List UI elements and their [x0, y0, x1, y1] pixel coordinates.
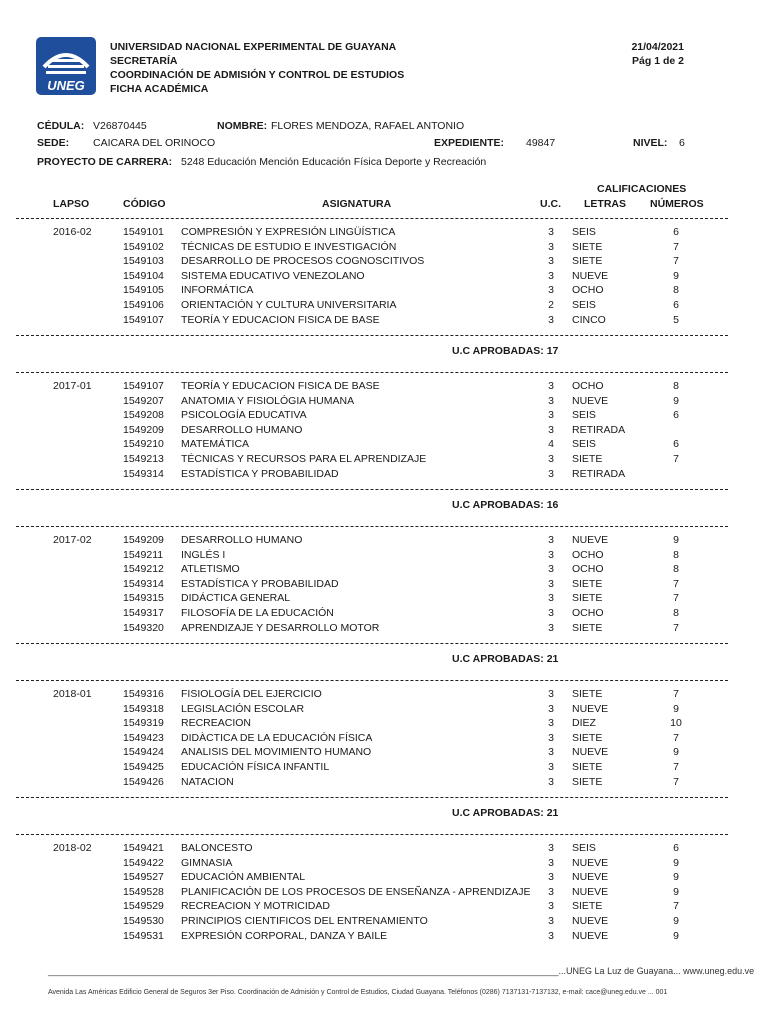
codigo-cell: 1549106 [123, 299, 164, 311]
uc-cell: 3 [548, 226, 554, 238]
letras-cell: NUEVE [572, 915, 609, 927]
codigo-cell: 1549530 [123, 915, 164, 927]
letras-cell: NUEVE [572, 871, 609, 884]
numeros-cell: 9 [673, 702, 679, 715]
letras-cell: NUEVE [572, 885, 609, 898]
numeros-cell: 9 [673, 394, 679, 407]
letras-cell: NUEVE [572, 394, 609, 407]
separator-line [16, 526, 728, 527]
letras-cell: SIETE [572, 761, 603, 773]
table-row [0, 857, 768, 872]
codigo-cell: 1549319 [123, 717, 164, 730]
uc-cell: 3 [548, 534, 554, 546]
cedula-value: V26870445 [93, 120, 147, 132]
uc-cell: 3 [548, 467, 554, 480]
asignatura-cell: TÉCNICAS DE ESTUDIO E INVESTIGACIÓN [181, 240, 397, 253]
separator-line [16, 643, 728, 644]
numeros-cell: 7 [673, 775, 679, 788]
numeros-cell: 7 [673, 688, 679, 700]
letras-cell: SEIS [572, 299, 596, 311]
table-row [0, 607, 768, 622]
letras-cell: SEIS [572, 438, 596, 451]
codigo-cell: 1549104 [123, 269, 164, 282]
uc-cell: 3 [548, 255, 554, 268]
numeros-cell: 6 [673, 299, 679, 311]
letras-cell: NUEVE [572, 269, 609, 282]
letras-cell: SEIS [572, 842, 596, 854]
uc-cell: 3 [548, 775, 554, 788]
asignatura-cell: DESARROLLO DE PROCESOS COGNOSCITIVOS [181, 255, 425, 268]
separator-line [16, 489, 728, 490]
table-row [0, 688, 768, 703]
lapso-cell: 2017-02 [53, 534, 92, 546]
report-date: 21/04/2021 [631, 41, 684, 53]
table-row [0, 592, 768, 607]
letras-cell: SIETE [572, 731, 603, 744]
numeros-cell: 9 [673, 915, 679, 927]
uc-cell: 3 [548, 563, 554, 576]
uc-cell: 2 [548, 299, 554, 311]
uc-header: U.C. [540, 198, 561, 210]
table-row [0, 299, 768, 314]
table-row [0, 549, 768, 564]
asignatura-cell: RECREACION Y MOTRICIDAD [181, 900, 330, 913]
codigo-cell: 1549426 [123, 775, 164, 788]
uc-cell: 4 [548, 438, 554, 451]
numeros-cell: 9 [673, 746, 679, 759]
letras-cell: SIETE [572, 592, 603, 605]
asignatura-cell: RECREACION [181, 717, 252, 730]
cedula-label: CÉDULA: [37, 120, 85, 132]
uc-aprobadas-total: U.C APROBADAS: 16 [452, 499, 559, 511]
uc-cell: 3 [548, 621, 554, 634]
asignatura-cell: TEORÍA Y EDUCACION FISICA DE BASE [181, 313, 380, 326]
numeros-cell: 8 [673, 607, 679, 619]
asignatura-cell: INFORMÁTICA [181, 284, 254, 297]
logo-text: UNEG [47, 78, 85, 93]
asignatura-cell: DIDÁCTICA GENERAL [181, 592, 291, 605]
table-row [0, 255, 768, 270]
codigo-cell: 1549102 [123, 240, 164, 253]
asignatura-cell: TÉCNICAS Y RECURSOS PARA EL APRENDIZAJE [181, 453, 427, 465]
uneg-logo [36, 37, 96, 95]
letras-cell: SIETE [572, 453, 603, 465]
asignatura-cell: DESARROLLO HUMANO [181, 423, 303, 436]
numeros-cell: 8 [673, 380, 679, 392]
nombre-label: NOMBRE: [217, 120, 268, 132]
letras-cell: OCHO [572, 563, 604, 576]
uc-cell: 3 [548, 240, 554, 253]
table-row [0, 871, 768, 886]
uc-cell: 3 [548, 900, 554, 913]
table-row [0, 915, 768, 930]
numeros-cell: 7 [673, 453, 679, 465]
asignatura-cell: INGLÉS I [181, 548, 226, 561]
uneg-logo-graphic [36, 37, 96, 95]
uc-cell: 3 [548, 702, 554, 715]
codigo-cell: 1549209 [123, 423, 164, 436]
letras-cell: SIETE [572, 255, 603, 268]
asignatura-cell: ESTADÍSTICA Y PROBABILIDAD [181, 577, 339, 590]
uc-cell: 3 [548, 929, 554, 942]
numeros-cell: 9 [673, 871, 679, 884]
numeros-cell: 6 [673, 409, 679, 422]
numeros-cell: 10 [670, 717, 682, 730]
asignatura-cell: ORIENTACIÓN Y CULTURA UNIVERSITARIA [181, 299, 397, 311]
numeros-cell: 9 [673, 269, 679, 282]
codigo-cell: 1549317 [123, 607, 164, 619]
uc-cell: 3 [548, 269, 554, 282]
codigo-cell: 1549107 [123, 313, 164, 326]
asignatura-cell: COMPRESIÓN Y EXPRESIÓN LINGÜÍSTICA [181, 226, 396, 238]
codigo-cell: 1549207 [123, 394, 164, 407]
codigo-cell: 1549527 [123, 871, 164, 884]
numeros-cell: 7 [673, 731, 679, 744]
codigo-cell: 1549211 [123, 548, 164, 561]
numeros-cell: 9 [673, 534, 679, 546]
asignatura-cell: TEORÍA Y EDUCACION FISICA DE BASE [181, 380, 380, 392]
uc-cell: 3 [548, 607, 554, 619]
codigo-cell: 1549107 [123, 380, 164, 392]
table-row [0, 886, 768, 901]
sede-label: SEDE: [37, 137, 70, 149]
expediente-label: EXPEDIENTE: [434, 137, 505, 149]
numeros-cell: 9 [673, 856, 679, 869]
separator-line [16, 218, 728, 219]
lapso-header: LAPSO [53, 198, 90, 210]
letras-cell: OCHO [572, 380, 604, 392]
separator-line [16, 834, 728, 835]
asignatura-cell: LEGISLACIÓN ESCOLAR [181, 702, 305, 715]
letras-header: LETRAS [584, 198, 626, 210]
codigo-cell: 1549425 [123, 761, 164, 773]
letras-cell: OCHO [572, 548, 604, 561]
footer-line: ______________________________________________________________________________________________________...UNEG La Luz de Guayana... www.uneg.edu.ve [48, 966, 755, 976]
numeros-cell: 6 [673, 226, 679, 238]
nivel-value: 6 [679, 137, 685, 149]
letras-cell: NUEVE [572, 746, 609, 759]
lapso-cell: 2016-02 [53, 226, 92, 238]
codigo-cell: 1549105 [123, 284, 164, 297]
uc-cell: 3 [548, 284, 554, 297]
codigo-cell: 1549529 [123, 900, 164, 913]
codigo-cell: 1549318 [123, 702, 164, 715]
proyecto-label: PROYECTO DE CARRERA: [37, 156, 173, 168]
uc-cell: 3 [548, 453, 554, 465]
asignatura-cell: BALONCESTO [181, 842, 253, 854]
table-row [0, 438, 768, 453]
numeros-cell: 8 [673, 548, 679, 561]
numeros-cell: 9 [673, 885, 679, 898]
letras-cell: SIETE [572, 688, 603, 700]
table-row [0, 703, 768, 718]
nivel-label: NIVEL: [633, 137, 668, 149]
uc-cell: 3 [548, 856, 554, 869]
asignatura-cell: EDUCACIÓN AMBIENTAL [181, 871, 306, 884]
asignatura-cell: PRINCIPIOS CIENTIFICOS DEL ENTRENAMIENTO [181, 915, 428, 927]
uc-cell: 3 [548, 761, 554, 773]
uc-cell: 3 [548, 688, 554, 700]
table-row [0, 380, 768, 395]
footer-address: Avenida Las Américas Edificio General de Seguros 3er Piso. Coordinación de Admisión y Control de Estudios, Ciudad Guayana. Teléfonos (0286) 7137131-7137132, e-mail: cace@uneg.edu.ve ... 001 [48, 989, 668, 996]
calificaciones-header: CALIFICACIONES [597, 183, 687, 195]
letras-cell: SIETE [572, 240, 603, 253]
codigo-cell: 1549316 [123, 688, 164, 700]
numeros-cell: 8 [673, 563, 679, 576]
coordinacion-label: COORDINACIÓN DE ADMISIÓN Y CONTROL DE ESTUDIOS [110, 69, 405, 81]
date-page-block [631, 40, 684, 68]
asignatura-cell: FILOSOFÍA DE LA EDUCACIÓN [181, 607, 334, 619]
lapso-cell: 2017-01 [53, 380, 92, 392]
codigo-cell: 1549208 [123, 409, 164, 422]
uc-aprobadas-total: U.C APROBADAS: 17 [452, 345, 559, 357]
expediente-value: 49847 [526, 137, 556, 149]
uc-cell: 3 [548, 717, 554, 730]
lapso-cell: 2018-01 [53, 688, 92, 700]
proyecto-value: 5248 Educación Mención Educación Física Deporte y Recreación [181, 156, 487, 168]
uc-cell: 3 [548, 548, 554, 561]
letras-cell: NUEVE [572, 534, 609, 546]
codigo-cell: 1549531 [123, 929, 164, 942]
table-row [0, 717, 768, 732]
table-row [0, 930, 768, 945]
nombre-value: FLORES MENDOZA, RAFAEL ANTONIO [271, 120, 465, 132]
codigo-cell: 1549101 [123, 226, 164, 238]
asignatura-cell: NATACION [181, 775, 234, 788]
codigo-cell: 1549424 [123, 746, 164, 759]
asignatura-cell: EDUCACIÓN FÍSICA INFANTIL [181, 761, 330, 773]
uc-cell: 3 [548, 394, 554, 407]
numeros-cell: 7 [673, 255, 679, 268]
letras-cell: SIETE [572, 775, 603, 788]
asignatura-cell: PLANIFICACIÓN DE LOS PROCESOS DE ENSEÑANZA - APRENDIZAJE [181, 885, 531, 898]
uc-aprobadas-total: U.C APROBADAS: 21 [452, 807, 559, 819]
asignatura-cell: MATEMÁTICA [181, 438, 250, 451]
uc-cell: 3 [548, 746, 554, 759]
codigo-cell: 1549528 [123, 885, 164, 898]
letras-cell: SIETE [572, 900, 603, 913]
uc-cell: 3 [548, 842, 554, 854]
page-number: Pág 1 de 2 [632, 55, 684, 67]
table-row [0, 578, 768, 593]
codigo-cell: 1549314 [123, 467, 164, 480]
numeros-header: NÚMEROS [650, 198, 704, 210]
asignatura-header: ASIGNATURA [322, 198, 392, 210]
asignatura-cell: DIDÀCTICA DE LA EDUCACIÓN FÍSICA [181, 731, 373, 744]
asignatura-cell: PSICOLOGÍA EDUCATIVA [181, 409, 307, 422]
codigo-cell: 1549320 [123, 621, 164, 634]
table-row [0, 468, 768, 483]
table-row [0, 395, 768, 410]
letras-cell: CINCO [572, 313, 606, 326]
separator-line [16, 372, 728, 373]
table-row [0, 409, 768, 424]
uc-cell: 3 [548, 380, 554, 392]
lapso-cell: 2018-02 [53, 842, 92, 854]
uc-cell: 3 [548, 731, 554, 744]
table-row [0, 563, 768, 578]
sede-value: CAICARA DEL ORINOCO [93, 137, 216, 149]
letras-cell: NUEVE [572, 702, 609, 715]
numeros-cell: 6 [673, 842, 679, 854]
table-row [0, 314, 768, 329]
asignatura-cell: DESARROLLO HUMANO [181, 534, 303, 546]
uc-cell: 3 [548, 871, 554, 884]
ficha-label: FICHA ACADÉMICA [110, 83, 209, 95]
letras-cell: SEIS [572, 226, 596, 238]
numeros-cell: 8 [673, 284, 679, 297]
institution-header [110, 40, 404, 96]
numeros-cell: 7 [673, 577, 679, 590]
letras-cell: NUEVE [572, 856, 609, 869]
table-row [0, 424, 768, 439]
codigo-cell: 1549421 [123, 842, 164, 854]
codigo-cell: 1549213 [123, 453, 164, 465]
letras-cell: SEIS [572, 409, 596, 422]
asignatura-cell: ANATOMIA Y FISIOLÓGIA HUMANA [181, 394, 355, 407]
asignatura-cell: GIMNASIA [181, 856, 233, 869]
uc-cell: 3 [548, 592, 554, 605]
letras-cell: DIEZ [572, 717, 596, 730]
uc-cell: 3 [548, 885, 554, 898]
asignatura-cell: FISIOLOGÍA DEL EJERCICIO [181, 688, 322, 700]
numeros-cell: 7 [673, 761, 679, 773]
codigo-cell: 1549103 [123, 255, 164, 268]
numeros-cell: 7 [673, 592, 679, 605]
numeros-cell: 9 [673, 929, 679, 942]
table-row [0, 534, 768, 549]
codigo-header: CÓDIGO [123, 198, 166, 210]
codigo-cell: 1549210 [123, 438, 164, 451]
letras-cell: RETIRADA [572, 467, 626, 480]
asignatura-cell: ANALISIS DEL MOVIMIENTO HUMANO [181, 746, 372, 759]
numeros-cell: 7 [673, 900, 679, 913]
table-row [0, 270, 768, 285]
asignatura-cell: EXPRESIÓN CORPORAL, DANZA Y BAILE [181, 929, 388, 942]
letras-cell: RETIRADA [572, 423, 626, 436]
codigo-cell: 1549212 [123, 563, 164, 576]
table-row [0, 842, 768, 857]
letras-cell: SIETE [572, 577, 603, 590]
uc-cell: 3 [548, 409, 554, 422]
asignatura-cell: APRENDIZAJE Y DESARROLLO MOTOR [181, 621, 380, 634]
separator-line [16, 680, 728, 681]
letras-cell: NUEVE [572, 929, 609, 942]
table-row [0, 732, 768, 747]
asignatura-cell: SISTEMA EDUCATIVO VENEZOLANO [181, 269, 365, 282]
uc-aprobadas-total: U.C APROBADAS: 21 [452, 653, 559, 665]
separator-line [16, 797, 728, 798]
table-row [0, 284, 768, 299]
letras-cell: SIETE [572, 621, 603, 634]
table-row [0, 776, 768, 791]
numeros-cell: 5 [673, 313, 679, 326]
uc-cell: 3 [548, 423, 554, 436]
asignatura-cell: ATLETISMO [181, 563, 240, 576]
numeros-cell: 7 [673, 240, 679, 253]
numeros-cell: 6 [673, 438, 679, 451]
table-row [0, 761, 768, 776]
codigo-cell: 1549209 [123, 534, 164, 546]
uc-cell: 3 [548, 577, 554, 590]
codigo-cell: 1549314 [123, 577, 164, 590]
table-row [0, 900, 768, 915]
table-row [0, 622, 768, 637]
secretaria-label: SECRETARÍA [110, 55, 178, 67]
uc-cell: 3 [548, 313, 554, 326]
numeros-cell: 7 [673, 621, 679, 634]
codigo-cell: 1549422 [123, 856, 164, 869]
table-row [0, 746, 768, 761]
codigo-cell: 1549315 [123, 592, 164, 605]
letras-cell: OCHO [572, 607, 604, 619]
table-row [0, 241, 768, 256]
uc-cell: 3 [548, 915, 554, 927]
table-row [0, 453, 768, 468]
separator-line [16, 335, 728, 336]
university-name: UNIVERSIDAD NACIONAL EXPERIMENTAL DE GUAYANA [110, 41, 397, 53]
asignatura-cell: ESTADÍSTICA Y PROBABILIDAD [181, 467, 339, 480]
codigo-cell: 1549423 [123, 731, 164, 744]
table-row [0, 226, 768, 241]
letras-cell: OCHO [572, 284, 604, 297]
